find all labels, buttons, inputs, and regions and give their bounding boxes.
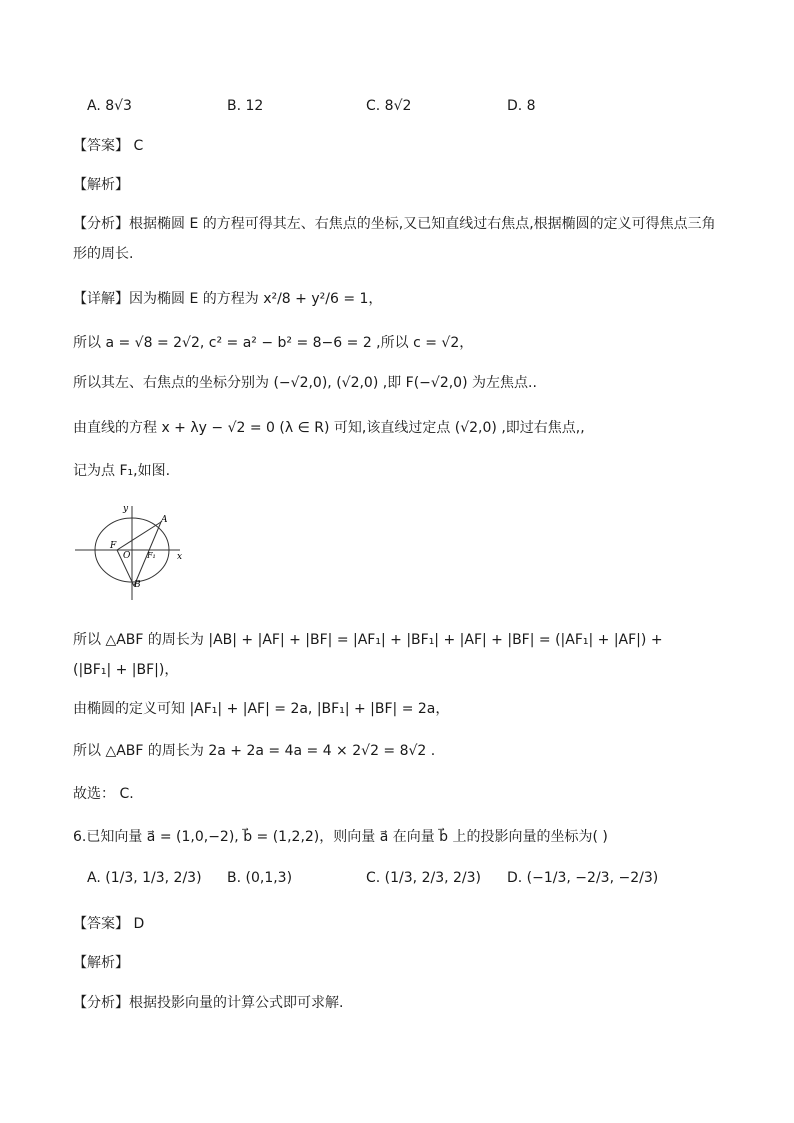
q6-choices: [87, 870, 659, 894]
q5-choices: [87, 98, 647, 122]
q6-analysis-heading: 【解析】: [73, 955, 129, 971]
q5-answer: 【答案】 C: [73, 138, 144, 154]
label-F: F: [110, 541, 117, 551]
q6-fenxi: 【分析】根据投影向量的计算公式即可求解.: [73, 995, 344, 1011]
q5-fenxi-line2: 形的周长.: [73, 246, 134, 262]
label-A: A: [161, 515, 168, 525]
q5-step4: 记为点 F₁,如图.: [73, 463, 171, 479]
label-B: B: [134, 580, 141, 590]
q5-fenxi-line1: 【分析】根据椭圆 E 的方程可得其左、右焦点的坐标,又已知直线过右焦点,根据椭圆的定义可得焦点三角: [73, 216, 716, 232]
q5-step5-line2: (|BF₁| + |BF|)，: [73, 662, 179, 678]
q5-xiangjie: 【详解】因为椭圆 E 的方程为 x²/8 + y²/6 = 1，: [73, 291, 383, 307]
q5-step1: 所以 a = √8 = 2√2, c² = a² − b² = 8−6 = 2 ,所以 c = √2，: [73, 335, 474, 351]
q6-question: 6.已知向量 a⃗ = (1,0,−2), b⃗ = (1,2,2)，则向量 a⃗ 在向量 b⃗ 上的投影向量的坐标为( ): [73, 829, 608, 845]
q6-answer: 【答案】 D: [73, 916, 145, 932]
analysis-heading-text: 解析: [87, 955, 115, 971]
q5-choice-c: C. 8√2: [366, 98, 412, 114]
q5-step7: 所以 △ABF 的周长为 2a + 2a = 4a = 4 × 2√2 = 8√2 .: [73, 743, 436, 759]
q5-step5-line1: 所以 △ABF 的周长为 |AB| + |AF| + |BF| = |AF₁| + |BF₁| + |AF| + |BF| = (|AF₁| + |AF|) +: [73, 632, 663, 648]
q5-analysis-heading: 【解析】: [73, 177, 129, 193]
q6-choice-a: A. (1/3, 1/3, 2/3): [87, 870, 202, 886]
q5-conclusion: 故选： C.: [73, 786, 134, 802]
q5-step3: 由直线的方程 x + λy − √2 = 0 (λ ∈ R) 可知,该直线过定点 (√2,0) ,即过右焦点,,: [73, 420, 585, 436]
segment-AF: [117, 522, 161, 550]
q5-choice-a: A. 8√3: [87, 98, 132, 114]
q6-choice-d: D. (−1/3, −2/3, −2/3): [507, 870, 659, 886]
q5-choice-b: B. 12: [227, 98, 264, 114]
analysis-heading-text: 解析: [87, 177, 115, 193]
label-x: x: [177, 552, 183, 562]
label-O: O: [123, 551, 131, 561]
q6-choice-b: B. (0,1,3): [227, 870, 293, 886]
q6-choice-c: C. (1/3, 2/3, 2/3): [366, 870, 481, 886]
q5-step2: 所以其左、右焦点的坐标分别为 (−√2,0), (√2,0) ,即 F(−√2,0) 为左焦点..: [73, 375, 537, 391]
label-y: y: [123, 504, 129, 514]
label-F1: F₁: [147, 551, 156, 560]
ellipse-figure: [73, 500, 193, 610]
q5-step6: 由椭圆的定义可知 |AF₁| + |AF| = 2a, |BF₁| + |BF| = 2a，: [73, 701, 450, 717]
q5-choice-d: D. 8: [507, 98, 536, 114]
